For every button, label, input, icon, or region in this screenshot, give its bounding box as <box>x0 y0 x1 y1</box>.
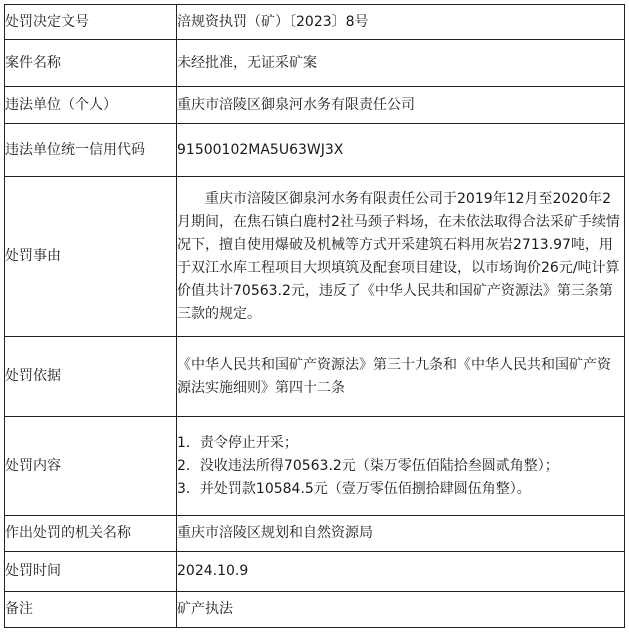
content-item: 2．没收违法所得70563.2元（柒万零伍佰陆拾叁圆贰角整）； <box>177 457 559 474</box>
row-facts <box>5 177 625 337</box>
penalty-info-table <box>4 4 625 628</box>
decision-no-label: 处罚决定文号 <box>5 5 177 40</box>
row-credit-code <box>5 124 625 177</box>
violator-value: 重庆市涪陵区御泉河水务有限责任公司 <box>177 87 625 124</box>
facts-value: 重庆市涪陵区御泉河水务有限责任公司于2019年12月至2020年2月期间，在焦石镇白鹿村2社马颈子料场，在未依法取得合法采矿手续情况下，擅自使用爆破及机械等方式开采建筑石料用灰岩2713.97吨，用于双江水库工程项目大坝填筑及配套项目建设，以市场询价26元/吨计算价值共计70563.2元，违反了《中华人民共和国矿产资源法》第三条第三款的规定。 <box>177 177 625 337</box>
content-item: 1．责令停止开采； <box>177 434 298 451</box>
case-name-label: 案件名称 <box>5 40 177 87</box>
row-violator <box>5 87 625 124</box>
content-value <box>177 417 625 516</box>
date-value: 2024.10.9 <box>177 552 625 592</box>
credit-code-label: 违法单位统一信用代码 <box>5 124 177 177</box>
content-label: 处罚内容 <box>5 417 177 516</box>
remark-value: 矿产执法 <box>177 592 625 628</box>
decision-no-value: 涪规资执罚（矿）〔2023〕8号 <box>177 5 625 40</box>
row-content <box>5 417 625 516</box>
date-label: 处罚时间 <box>5 552 177 592</box>
content-item: 3．并处罚款10584.5元（壹万零伍佰捌拾肆圆伍角整）。 <box>177 480 531 497</box>
row-authority <box>5 516 625 552</box>
violator-label: 违法单位（个人） <box>5 87 177 124</box>
basis-value: 《中华人民共和国矿产资源法》第三十九条和《中华人民共和国矿产资源法实施细则》第四十二条 <box>177 337 625 417</box>
credit-code-value: 91500102MA5U63WJ3X <box>177 124 625 177</box>
case-name-value: 未经批准，无证采矿案 <box>177 40 625 87</box>
remark-label: 备注 <box>5 592 177 628</box>
facts-label: 处罚事由 <box>5 177 177 337</box>
authority-label: 作出处罚的机关名称 <box>5 516 177 552</box>
row-case-name <box>5 40 625 87</box>
basis-label: 处罚依据 <box>5 337 177 417</box>
row-decision-no <box>5 5 625 40</box>
row-date <box>5 552 625 592</box>
authority-value: 重庆市涪陵区规划和自然资源局 <box>177 516 625 552</box>
row-remark <box>5 592 625 628</box>
row-basis <box>5 337 625 417</box>
